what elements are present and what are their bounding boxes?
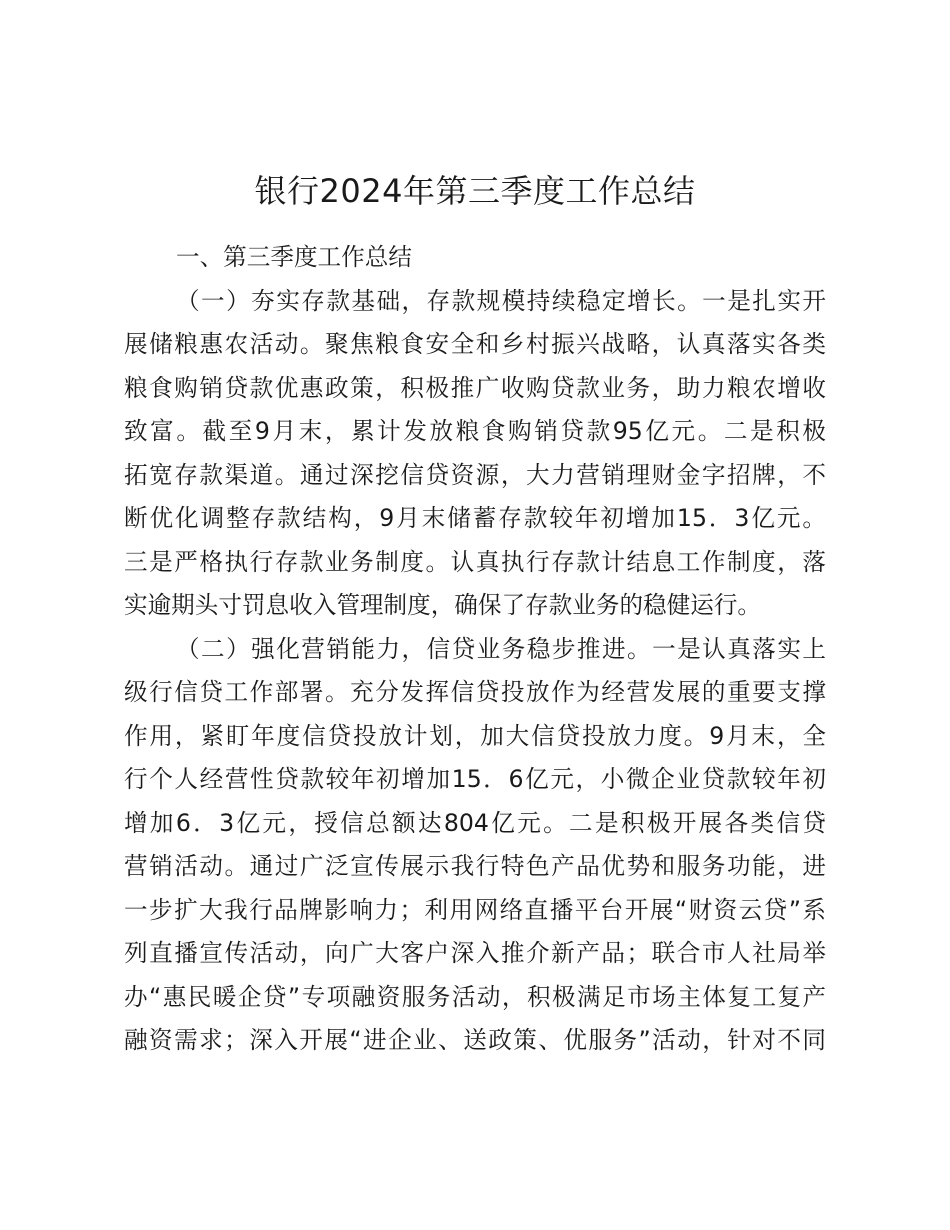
section-heading: 一、第三季度工作总结	[176, 243, 412, 271]
paragraph-line: 拓宽存款渠道。通过深挖信贷资源，大力营销理财金字招牌，不	[124, 460, 826, 489]
paragraph-line: 列直播宣传活动，向广大客户深入推介新产品；联合市人社局举	[124, 939, 826, 967]
paragraph-line: （二）强化营销能力，信贷业务稳步推进。一是认真落实上	[176, 634, 826, 663]
paragraph-line: 断优化调整存款结构，9月末储蓄存款较年初增加15．3亿元。	[124, 504, 826, 532]
paragraph-line: 行个人经营性贷款较年初增加15．6亿元，小微企业贷款较年初	[124, 765, 826, 793]
paragraph-line: （一）夯实存款基础，存款规模持续稳定增长。一是扎实开	[176, 286, 826, 315]
paragraph-line: 作用，紧盯年度信贷投放计划，加大信贷投放力度。9月末，全	[124, 721, 826, 750]
document-title: 银行2024年第三季度工作总结	[254, 172, 696, 210]
paragraph-line: 办“惠民暖企贷”专项融资服务活动，积极满足市场主体复工复产	[124, 982, 826, 1011]
document-body	[124, 236, 826, 1063]
paragraph-line: 一步扩大我行品牌影响力；利用网络直播平台开展“财资云贷”系	[124, 895, 826, 924]
paragraph-line: 粮食购销贷款优惠政策，积极推广收购贷款业务，助力粮农增收	[124, 373, 826, 402]
paragraph-line: 致富。截至9月末，累计发放粮食购销贷款95亿元。二是积极	[124, 417, 826, 445]
paragraph-line: 增加6．3亿元，授信总额达804亿元。二是积极开展各类信贷	[124, 808, 826, 837]
paragraph-line: 实逾期头寸罚息收入管理制度，确保了存款业务的稳健运行。	[124, 591, 762, 619]
paragraph-line: 营销活动。通过广泛宣传展示我行特色产品优势和服务功能，进	[124, 852, 826, 880]
paragraph-line: 级行信贷工作部署。充分发挥信贷投放作为经营发展的重要支撑	[124, 678, 826, 706]
paragraph-line: 融资需求；深入开展“进企业、送政策、优服务”活动，针对不同	[124, 1026, 826, 1054]
paragraph-line: 展储粮惠农活动。聚焦粮食安全和乡村振兴战略，认真落实各类	[124, 330, 826, 358]
paragraph-line: 三是严格执行存款业务制度。认真执行存款计结息工作制度，落	[124, 547, 826, 576]
